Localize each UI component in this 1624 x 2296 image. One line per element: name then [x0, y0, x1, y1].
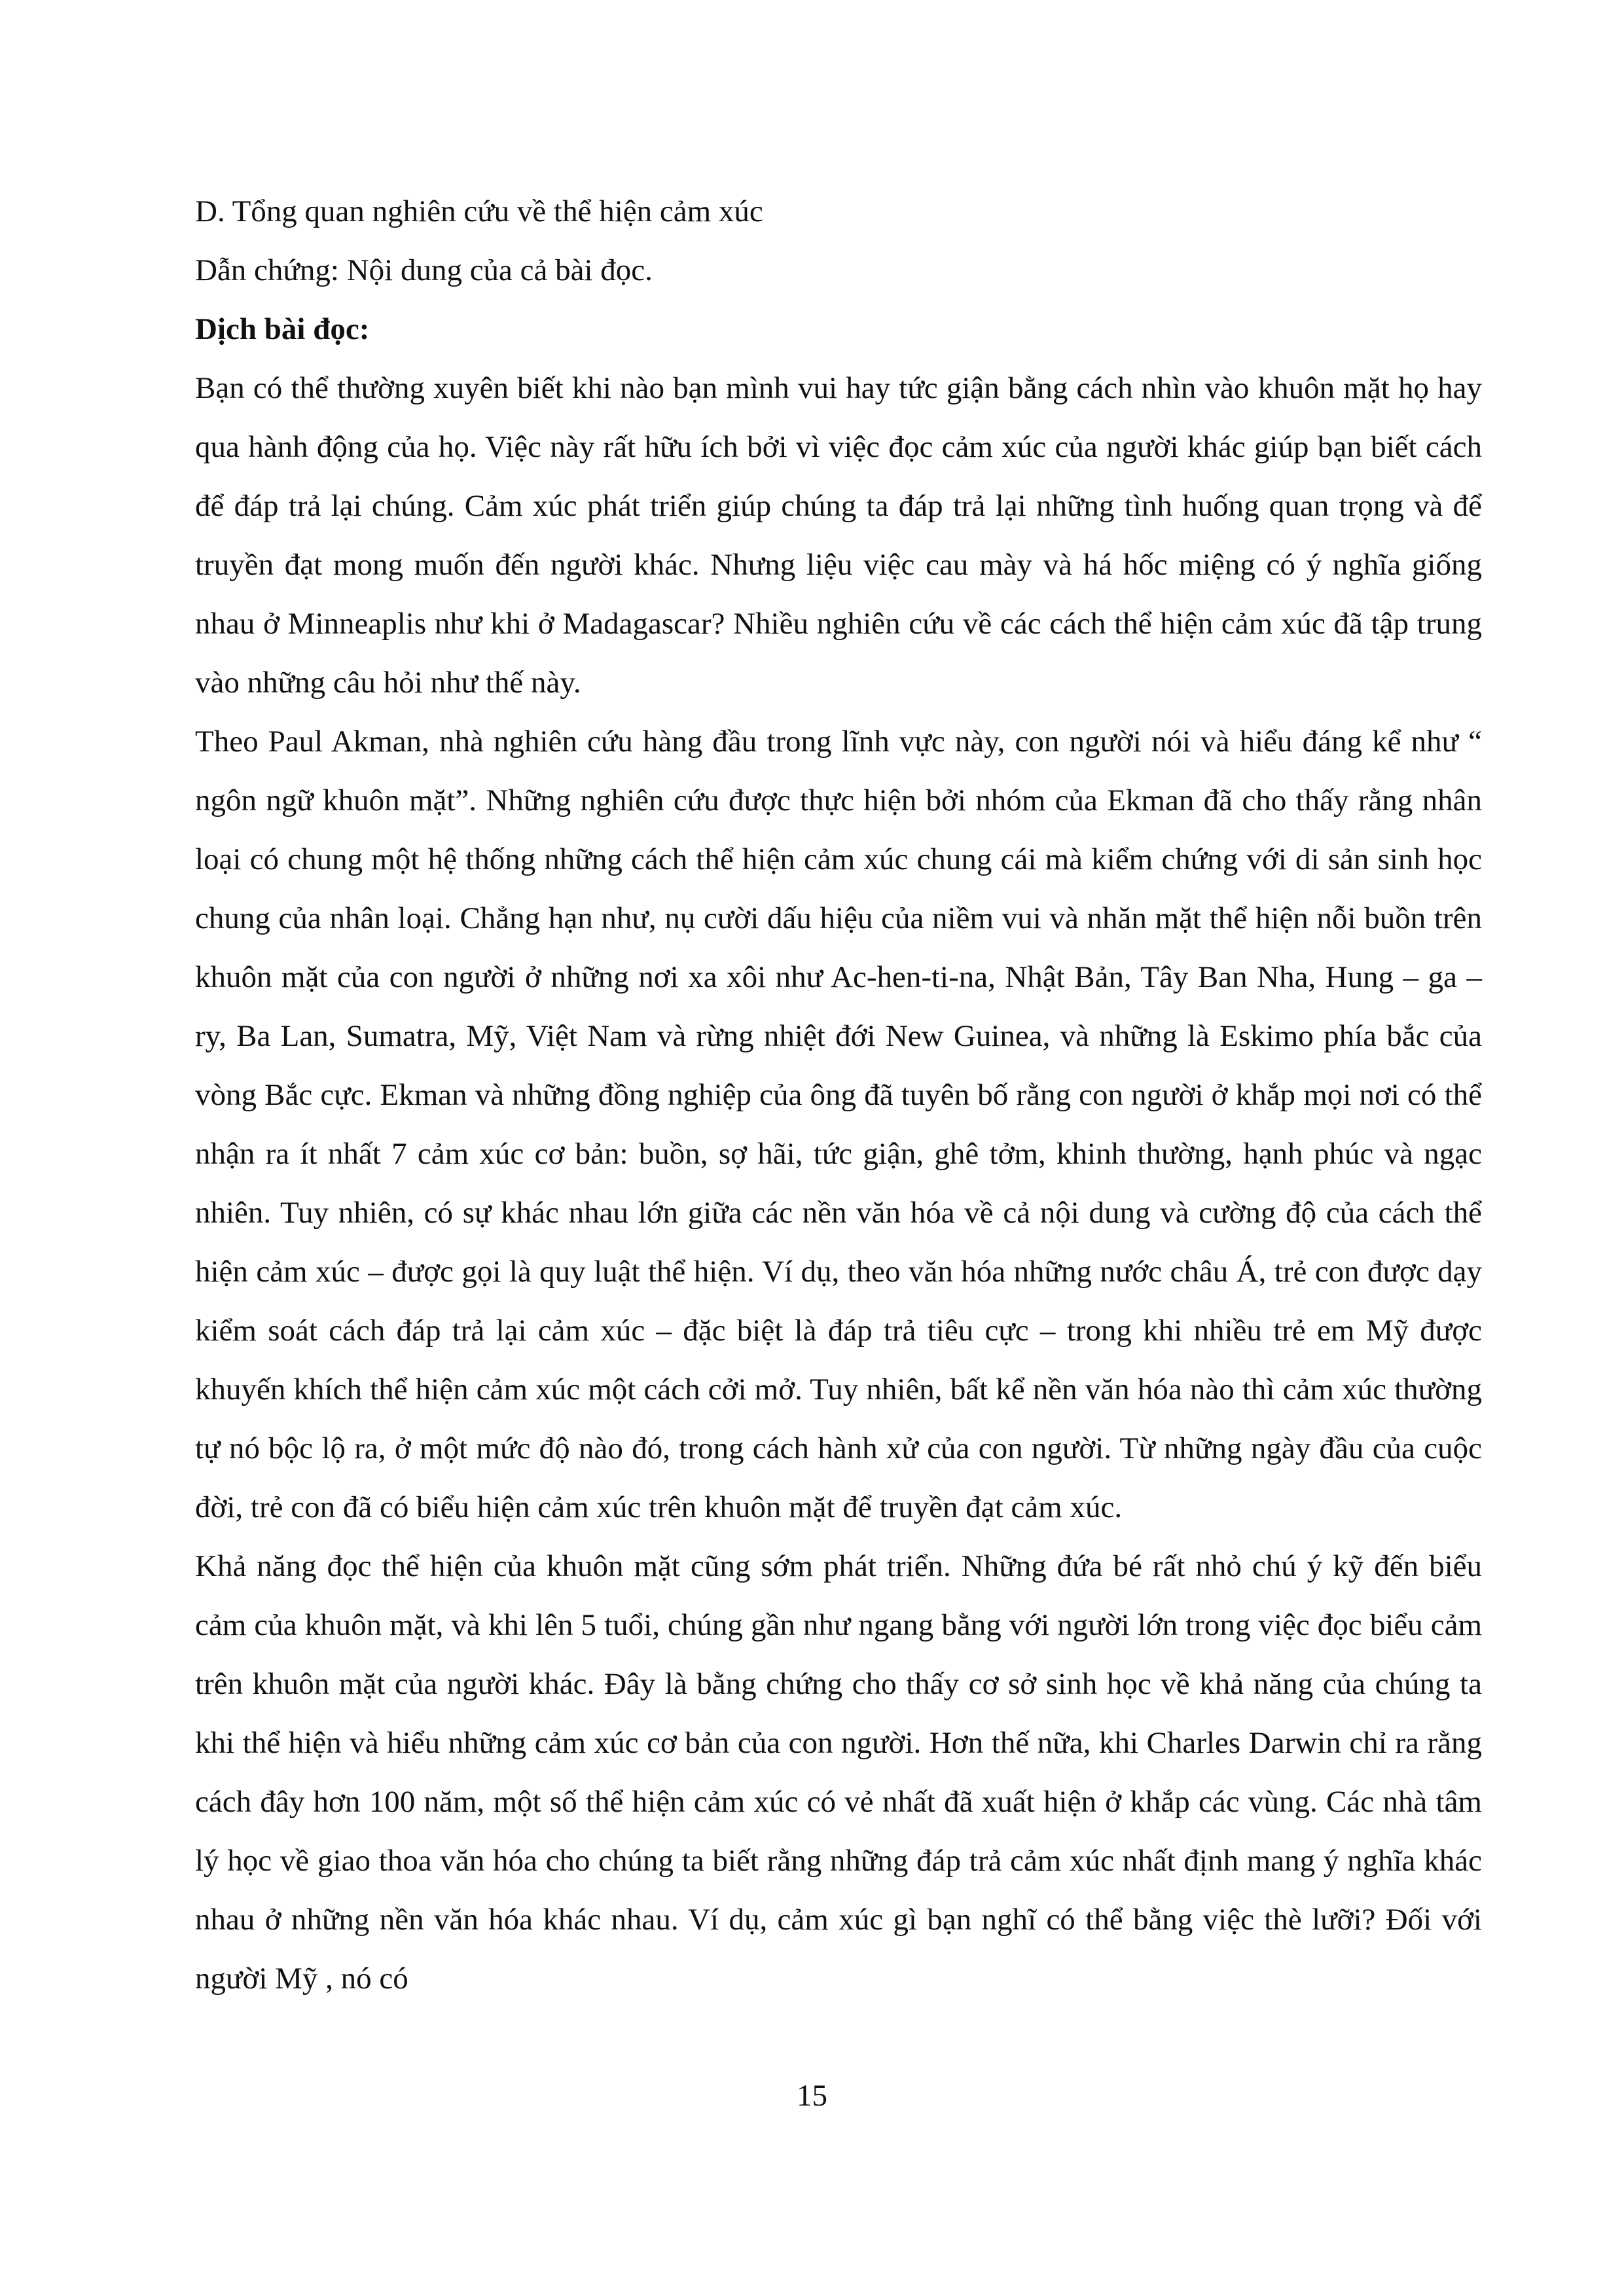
paragraph-1: Bạn có thể thường xuyên biết khi nào bạn mình vui hay tức giận bằng cách nhìn vào khuôn mặt họ hay qua hành động của họ. Việc này rất hữu ích bởi vì việc đọc cảm xúc của người khác giúp bạn biết cách để đáp trả lại chúng. Cảm xúc phát triển giúp chúng ta đáp trả lại những tình huống quan trọng và để truyền đạt mong muốn đến người khác. Nhưng liệu việc cau mày và há hốc miệng có ý nghĩa giống nhau ở Minneaplis như khi ở Madagascar? Nhiều nghiên cứu về các cách thể hiện cảm xúc đã tập trung vào những câu hỏi như thế này.	[195, 371, 1482, 700]
translation-heading: Dịch bài đọc:	[195, 312, 370, 346]
answer-option-d: D. Tổng quan nghiên cứu về thể hiện cảm xúc	[195, 194, 763, 228]
page-number: 15	[797, 2079, 827, 2113]
paragraph-2: Theo Paul Akman, nhà nghiên cứu hàng đầu trong lĩnh vực này, con người nói và hiểu đáng kể như “ ngôn ngữ khuôn mặt”. Những nghiên cứu được thực hiện bởi nhóm của Ekman đã cho thấy rằng nhân loại có chung một hệ thống những cách thể hiện cảm xúc chung cái mà kiểm chứng với di sản sinh học chung của nhân loại. Chẳng hạn như, nụ cười dấu hiệu của niềm vui và nhăn mặt thể hiện nỗi buồn trên khuôn mặt của con người ở những nơi xa xôi như Ac-hen-ti-na, Nhật Bản, Tây Ban Nha, Hung – ga – ry, Ba Lan, Sumatra, Mỹ, Việt Nam và rừng nhiệt đới New Guinea, và những là Eskimo phía bắc của vòng Bắc cực. Ekman và những đồng nghiệp của ông đã tuyên bố rằng con người ở khắp mọi nơi có thể nhận ra ít nhất 7 cảm xúc cơ bản: buồn, sợ hãi, tức giận, ghê tởm, khinh thường, hạnh phúc và ngạc nhiên. Tuy nhiên, có sự khác nhau lớn giữa các nền văn hóa về cả nội dung và cường độ của cách thể hiện cảm xúc – được gọi là quy luật thể hiện. Ví dụ, theo văn hóa những nước châu Á, trẻ con được dạy kiểm soát cách đáp trả lại cảm xúc – đặc biệt là đáp trả tiêu cực – trong khi nhiều trẻ em Mỹ được khuyến khích thể hiện cảm xúc một cách cởi mở. Tuy nhiên, bất kể nền văn hóa nào thì cảm xúc thường tự nó bộc lộ ra, ở một mức độ nào đó, trong cách hành xử của con người. Từ những ngày đầu của cuộc đời, trẻ con đã có biểu hiện cảm xúc trên khuôn mặt để truyền đạt cảm xúc.	[195, 725, 1482, 1524]
paragraph-3: Khả năng đọc thể hiện của khuôn mặt cũng sớm phát triển. Những đứa bé rất nhỏ chú ý kỹ đến biểu cảm của khuôn mặt, và khi lên 5 tuổi, chúng gần như ngang bằng với người lớn trong việc đọc biểu cảm trên khuôn mặt của người khác. Đây là bằng chứng cho thấy cơ sở sinh học về khả năng của chúng ta khi thể hiện và hiểu những cảm xúc cơ bản của con người. Hơn thế nữa, khi Charles Darwin chỉ ra rằng cách đây hơn 100 năm, một số thể hiện cảm xúc có vẻ nhất đã xuất hiện ở khắp các vùng. Các nhà tâm lý học về giao thoa văn hóa cho chúng ta biết rằng những đáp trả cảm xúc nhất định mang ý nghĩa khác nhau ở những nền văn hóa khác nhau. Ví dụ, cảm xúc gì bạn nghĩ có thể bằng việc thè lưỡi? Đối với người Mỹ , nó có	[195, 1549, 1482, 1996]
page-content	[195, 182, 1482, 2008]
evidence-line: Dẫn chứng: Nội dung của cả bài đọc.	[195, 253, 653, 287]
